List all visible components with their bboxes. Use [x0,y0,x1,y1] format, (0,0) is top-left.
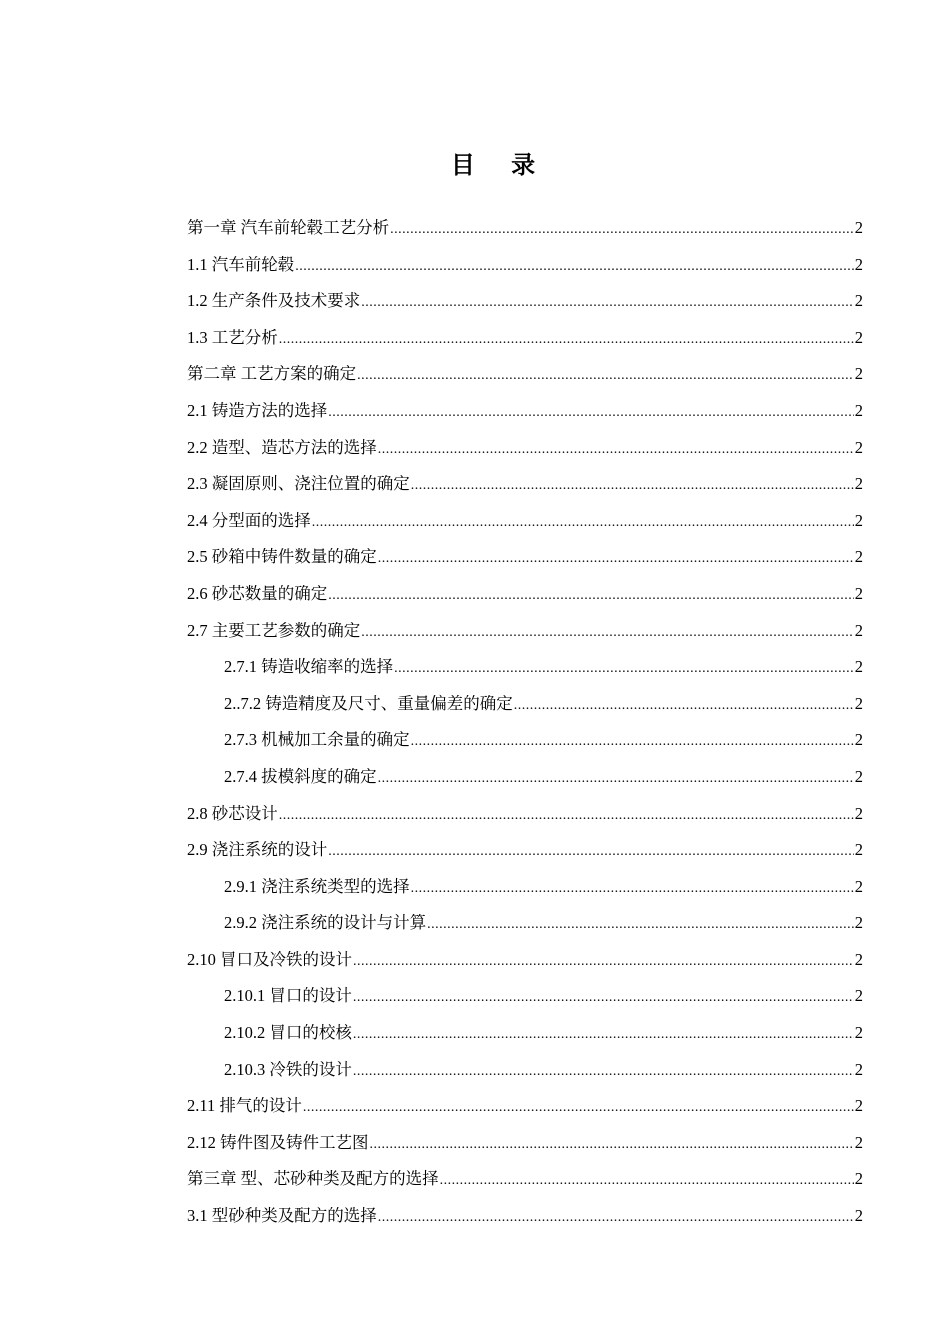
toc-page-number: 2 [854,291,863,311]
toc-entry-text: 第三章 型、芯砂种类及配方的选择 [187,1169,439,1189]
toc-dot-leader [353,980,854,1017]
toc-page-number: 2 [854,876,863,896]
toc-entry[interactable] [187,320,863,357]
toc-dot-leader [361,285,854,322]
toc-entry-text: 第一章 汽车前轮毂工艺分析 [187,218,390,237]
toc-page-number: 2 [854,218,863,237]
toc-dot-leader [411,871,854,908]
toc-entry-text: 3.1 型砂种类及配方的选择 [187,1206,377,1226]
toc-entry[interactable] [187,210,863,247]
toc-entry[interactable] [187,905,863,942]
toc-entry[interactable] [187,393,863,430]
toc-entry[interactable] [187,539,863,576]
toc-dot-leader [328,395,854,432]
toc-entry[interactable] [187,1015,863,1052]
toc-entry-text: 2.7.4 拔模斜度的确定 [224,766,377,786]
toc-entry-text: 2..7.2 铸造精度及尺寸、重量偏差的确定 [224,693,513,713]
toc-entry-text: 2.8 砂芯设计 [187,803,278,823]
toc-dot-leader [378,432,854,469]
toc-page-number: 2 [854,1132,863,1152]
toc-entry[interactable] [187,832,863,869]
toc-dot-leader [303,1090,854,1127]
toc-page-number: 2 [854,986,863,1006]
toc-dot-leader [279,798,854,835]
toc-page-number: 2 [854,693,863,713]
toc-entry-text: 2.5 砂箱中铸件数量的确定 [187,547,377,567]
toc-page-number: 2 [854,1096,863,1116]
toc-entry[interactable] [187,759,863,796]
toc-dot-leader [353,944,854,981]
toc-entry-text: 2.10.2 冒口的校核 [224,1023,352,1043]
toc-entry-text: 2.7.1 铸造收缩率的选择 [224,657,394,677]
toc-entry-text: 2.6 砂芯数量的确定 [187,583,328,603]
toc-dot-leader [295,249,854,286]
toc-list [187,210,863,1235]
toc-entry[interactable] [187,722,863,759]
toc-entry[interactable] [187,430,863,467]
toc-dot-leader [279,322,854,359]
toc-entry-text: 2.4 分型面的选择 [187,510,311,530]
toc-dot-leader [427,907,854,944]
toc-entry[interactable] [187,247,863,284]
toc-entry[interactable] [187,283,863,320]
toc-dot-leader [390,212,854,249]
toc-entry[interactable] [187,686,863,723]
toc-page-number: 2 [854,254,863,274]
toc-entry[interactable] [187,796,863,833]
toc-entry[interactable] [187,356,863,393]
toc-page-number: 2 [854,364,863,384]
toc-dot-leader [440,1163,854,1200]
toc-page-number: 2 [854,913,863,933]
toc-entry-text: 2.11 排气的设计 [187,1096,302,1116]
toc-entry-text: 2.10 冒口及冷铁的设计 [187,949,352,969]
toc-entry-text: 2.9 浇注系统的设计 [187,840,328,860]
toc-dot-leader [353,1054,854,1091]
toc-entry[interactable] [187,1088,863,1125]
toc-page-number: 2 [854,510,863,530]
toc-dot-leader [328,834,854,871]
toc-dot-leader [378,761,854,798]
toc-entry-text: 1.1 汽车前轮毂 [187,254,295,274]
toc-entry-text: 2.9.1 浇注系统类型的选择 [224,876,410,896]
toc-dot-leader [378,541,854,578]
toc-page-number: 2 [854,840,863,860]
toc-entry-text: 2.7 主要工艺参数的确定 [187,620,361,640]
toc-dot-leader [357,358,854,395]
toc-entry[interactable] [187,576,863,613]
toc-page-number: 2 [854,474,863,494]
toc-page-number: 2 [854,1206,863,1226]
toc-page-number: 2 [854,803,863,823]
toc-entry-text: 2.10.1 冒口的设计 [224,986,352,1006]
toc-dot-leader [411,468,854,505]
toc-page-number: 2 [854,620,863,640]
toc-entry[interactable] [187,613,863,650]
toc-page-number: 2 [854,766,863,786]
toc-entry-text: 2.12 铸件图及铸件工艺图 [187,1132,369,1152]
toc-page-number: 2 [854,1059,863,1079]
toc-page-number: 2 [854,730,863,750]
toc-entry[interactable] [187,1052,863,1089]
toc-entry[interactable] [187,869,863,906]
toc-entry[interactable] [187,1161,863,1198]
toc-entry-text: 2.3 凝固原则、浇注位置的确定 [187,474,410,494]
toc-page-number: 2 [854,1169,863,1189]
toc-dot-leader [361,615,854,652]
toc-dot-leader [312,505,854,542]
toc-page-number: 2 [854,400,863,420]
toc-dot-leader [514,688,854,725]
toc-entry-text: 2.9.2 浇注系统的设计与计算 [224,913,427,933]
toc-page-number: 2 [854,437,863,457]
toc-entry-text: 2.2 造型、造芯方法的选择 [187,437,377,457]
toc-page-number: 2 [854,949,863,969]
toc-page-number: 2 [854,657,863,677]
toc-entry-text: 2.7.3 机械加工余量的确定 [224,730,410,750]
toc-entry-text: 2.1 铸造方法的选择 [187,400,328,420]
toc-entry[interactable] [187,1125,863,1162]
toc-page-number: 2 [854,327,863,347]
toc-dot-leader [353,1017,854,1054]
toc-dot-leader [328,578,854,615]
toc-entry-text: 1.2 生产条件及技术要求 [187,291,361,311]
toc-entry[interactable] [187,942,863,979]
toc-dot-leader [370,1127,854,1164]
toc-page-number: 2 [854,583,863,603]
toc-page-number: 2 [854,1023,863,1043]
toc-entry[interactable] [187,1198,863,1235]
toc-dot-leader [411,724,854,761]
toc-dot-leader [378,1200,854,1237]
toc-entry[interactable] [187,649,863,686]
toc-entry[interactable] [187,503,863,540]
toc-entry-text: 第二章 工艺方案的确定 [187,364,357,384]
toc-entry-text: 2.10.3 冷铁的设计 [224,1059,352,1079]
toc-page-number: 2 [854,547,863,567]
toc-dot-leader [394,651,854,688]
toc-entry-text: 1.3 工艺分析 [187,327,278,347]
toc-title: 目 录 [450,151,550,179]
toc-entry[interactable] [187,978,863,1015]
toc-entry[interactable] [187,466,863,503]
